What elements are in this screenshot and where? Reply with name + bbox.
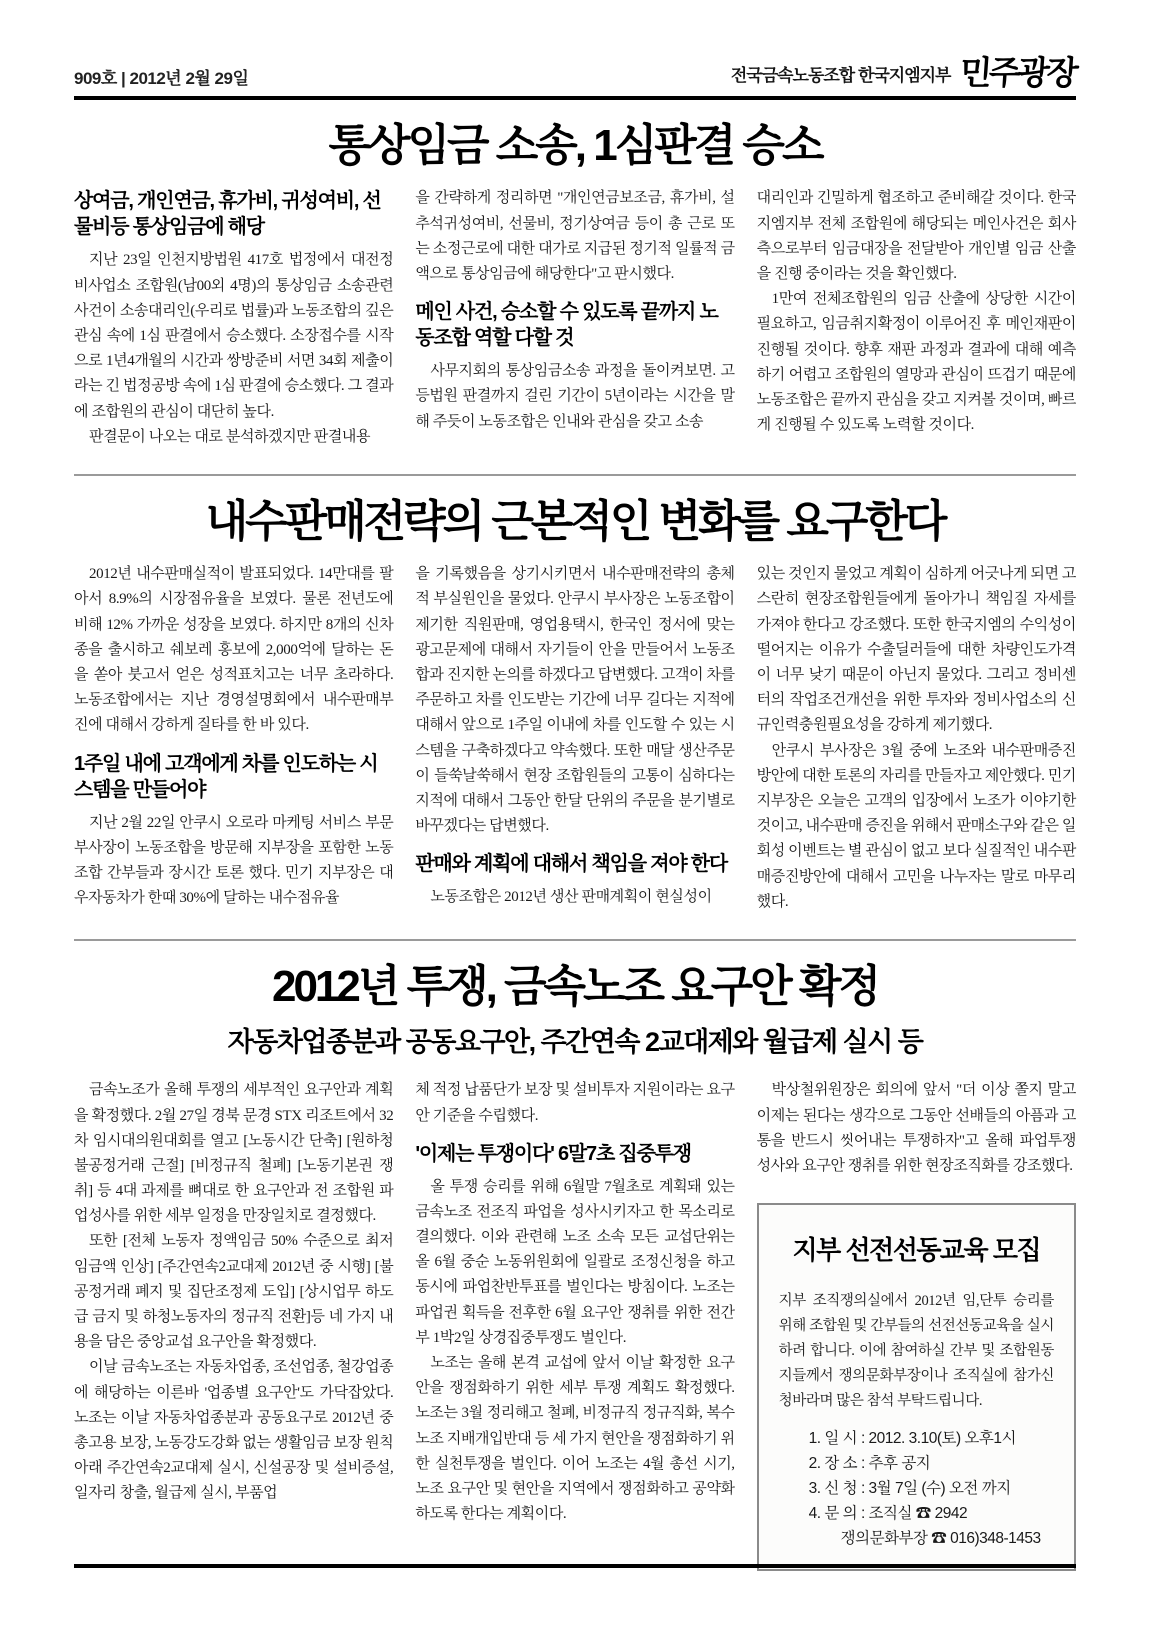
body-paragraph: 대리인과 긴밀하게 협조하고 준비해갈 것이다. 한국지엠지부 전체 조합원에 해당되는 메인사건은 회사 측으로부터 임금대장을 전달받아 개인별 임금 산출을 진행 중이라는 것을 확인했다. — [756, 190, 1076, 282]
body-paragraph: 체 적정 납품단가 보장 및 설비투자 지원이라는 요구안 기준을 수립했다. — [415, 1082, 735, 1124]
notice-title: 지부 선전선동교육 모집 — [792, 1235, 1041, 1266]
column-subhead: '이제는 투쟁이다' 6말7초 집중투쟁 — [415, 1142, 691, 1165]
article-1 — [74, 122, 1076, 450]
article-3-columns — [74, 1078, 1076, 1571]
notice-box — [757, 1203, 1076, 1571]
body-paragraph: 안쿠시 부사장은 3월 중에 노조와 내수판매증진방안에 대한 토론의 자리를 만들자고 제안했다. 민기 지부장은 오늘은 고객의 입장에서 노조가 이야기한 것이고, 내수판매 증진을 위해서 판매소구와 같은 일회성 이벤트는 별 관심이 없고 보다 실질적인 내수판매증진방안에 대해서 고민을 나누자는 말로 마무리했다. — [756, 742, 1076, 910]
article-column — [415, 562, 734, 915]
article-column — [74, 562, 393, 915]
header-rule — [74, 96, 1076, 100]
notice-item: 4. 문 의 : 조직실 ☎ 2942 — [808, 1504, 968, 1522]
body-paragraph: 1만여 전체조합원의 임금 산출에 상당한 시간이 필요하고, 임금취지확정이 이루어진 후 메인재판이 진행될 것이다. 향후 재판 과정과 결과에 대해 예측하기 어렵고 조합원의 열망과 관심이 뜨겁기 때문에 노동조합은 끝까지 관심을 갖고 지켜볼 것이며, 빠르게 진행될 수 있도록 노력할 것이다. — [756, 291, 1076, 434]
article-1-title: 통상임금 소송, 1심판결 승소 — [328, 121, 822, 170]
notice-item: 쟁의문화부장 ☎ 016)348-1453 — [840, 1529, 1041, 1547]
article-2 — [74, 498, 1076, 915]
body-paragraph: 노조는 올해 본격 교섭에 앞서 이날 확정한 요구안을 쟁점화하기 위한 세부 투쟁 계획도 확정했다. 노조는 3월 정리해고 철폐, 비정규직 정규직화, 복수노조 지배개입반대 등 세 가지 현안을 쟁점화하기 위한 실천투쟁을 벌인다. 이어 노조는 4월 총선 시기, 노조 요구안 및 현안을 지역에서 쟁점화하고 공약화 하도록 한다는 계획이다. — [415, 1355, 735, 1523]
body-paragraph: 또한 [전체 노동자 정액임금 50% 수준으로 최저임금액 인상] [주간연속2교대제 2012년 중 시행] [불공정거래 폐지 및 집단조정제 도입] [상시업무 하도급 금지 및 하청노동자의 정규직 전환]등 네 가지 내용을 담은 중앙교섭 요구안을 확정했다. — [74, 1233, 394, 1351]
page-header — [74, 0, 1076, 89]
body-paragraph: 금속노조가 올해 투쟁의 세부적인 요구안과 계획을 확정했다. 2월 27일 경북 문경 STX 리조트에서 32차 임시대의원대회를 열고 [노동시간 단축] [원하청 불공정거래 근절] [비정규직 철폐] [노동기본권 쟁취] 등 4대 과제를 뼈대로 한 요구안과 전 조합원 파업성사를 위한 세부 일정을 만장일치로 결정했다. — [74, 1082, 394, 1225]
column-subhead: 상여금, 개인연금, 휴가비, 귀성여비, 선물비등 통상임금에 해당 — [74, 190, 381, 239]
article-3 — [74, 963, 1076, 1572]
notice-list — [779, 1427, 1054, 1551]
article-column — [74, 186, 393, 450]
article-column — [757, 1078, 1076, 1571]
article-column — [757, 186, 1076, 450]
section-divider-1 — [74, 474, 1076, 476]
article-1-columns — [74, 186, 1076, 450]
article-2-title: 내수판매전략의 근본적인 변화를 요구한다 — [205, 496, 945, 546]
article-3-title: 2012년 투쟁, 금속노조 요구안 확정 — [271, 961, 879, 1011]
body-paragraph: 이날 금속노조는 자동차업종, 조선업종, 철강업종에 해당하는 이른바 '업종별 요구안'도 가닥잡았다. 노조는 이날 자동차업종분과 공동요구로 2012년 중 총고용 보장, 노동강도강화 없는 생활임금 보장 원칙 아래 주간연속2교대제 실시, 신설공장 및 설비증설, 일자리 창출, 월급제 실시, 부품업 — [74, 1359, 394, 1502]
article-column — [415, 1078, 734, 1571]
column-subhead: 판매와 계획에 대해서 책임을 져야 한다 — [415, 853, 728, 876]
column-subhead: 메인 사건, 승소할 수 있도록 끝까지 노동조합 역할 다할 것 — [415, 301, 718, 350]
article-column — [757, 562, 1076, 915]
body-paragraph: 판결문이 나오는 대로 분석하겠지만 판결내용 — [89, 428, 371, 445]
body-paragraph: 사무지회의 통상임금소송 과정을 돌이켜보면. 고등법원 판결까지 걸린 기간이 5년이라는 시간을 말해 주듯이 노동조합은 인내와 관심을 갖고 소송 — [415, 363, 735, 430]
notice-body: 지부 조직쟁의실에서 2012년 임,단투 승리를 위해 조합원 및 간부들의 선전선동교육을 실시하려 합니다. 이에 참여하실 간부 및 조합원동지들께서 쟁의문화부장이나 조직실에 참가신청바라며 많은 참석 부탁드립니다. — [778, 1292, 1054, 1409]
body-paragraph: 있는 것인지 물었고 계획이 심하게 어긋나게 되면 고스란히 현장조합원들에게 돌아가니 책임질 자세를 가져야 한다고 강조했다. 또한 한국지엠의 수익성이 떨어지는 이유가 수출딜러들에 대한 차량인도가격이 너무 낮기 때문이 아닌지 물었다. 그리고 정비센터의 작업조건개선을 위한 투자와 정비사업소의 신규인력충원필요성을 강하게 제기했다. — [756, 566, 1076, 734]
masthead-logo: 민주광장 — [959, 54, 1078, 91]
body-paragraph: 을 기록했음을 상기시키면서 내수판매전략의 총체적 부실원인을 물었다. 안쿠시 부사장은 노동조합이 제기한 직원판매, 영업용택시, 한국인 정서에 맞는 광고문제에 대해서 자기들이 안을 만들어서 노동조합과 진지한 논의를 하겠다고 답변했다. 고객이 차를 주문하고 차를 인도받는 기간에 너무 길다는 지적에 대해서 앞으로 1주일 이내에 차를 인도할 수 있는 시스템을 구축하겠다고 약속했다. 또한 매달 생산주문이 들쑥날쑥해서 현장 조합원들의 고통이 심하다는 지적에 대해서 그동안 한달 단위의 주문을 분기별로 바꾸겠다는 답변했다. — [415, 566, 735, 835]
body-paragraph: 지난 23일 인천지방법원 417호 법정에서 대전정비사업소 조합원(남00외 4명)의 통상임금 소송관련 사건이 소송대리인(우리로 법률)과 노동조합의 깊은 관심 속에 1심 판결에서 승소했다. 소장접수를 시작으로 1년4개월의 시간과 쌍방준비 서면 34회 제출이라는 긴 법정공방 속에 1심 판결에 승소했다. 그 결과에 조합원의 관심이 대단히 높다. — [74, 252, 394, 420]
body-paragraph: 박상철위원장은 회의에 앞서 "더 이상 쫄지 말고 이제는 된다는 생각으로 그동안 선배들의 아픔과 고통을 반드시 씻어내는 투쟁하자"고 올해 파업투쟁 성사와 요구안 쟁취를 위한 현장조직화를 강조했다. — [756, 1082, 1076, 1174]
body-paragraph: 지난 2월 22일 안쿠시 오로라 마케팅 서비스 부문 부사장이 노동조합을 방문해 지부장을 포함한 노동조합 간부들과 장시간 토론 했다. 민기 지부장은 대우자동차가 한때 30%에 달하는 내수점유율 — [74, 814, 394, 907]
notice-item: 3. 신 청 : 3월 7일 (수) 오전 까지 — [808, 1480, 1011, 1498]
body-paragraph: 노동조합은 2012년 생산 판매계획이 현실성이 — [430, 889, 712, 906]
section-divider-2 — [74, 939, 1076, 941]
column-subhead: 1주일 내에 고객에게 차를 인도하는 시스템을 만들어야 — [74, 752, 378, 801]
issue-date: 909호 | 2012년 2월 29일 — [74, 69, 249, 88]
body-paragraph: 올 투쟁 승리를 위해 6월말 7월초로 계획돼 있는 금속노조 전조직 파업을 성사시키자고 한 목소리로 결의했다. 이와 관련해 노조 소속 모든 교섭단위는 올 6월 중순 노동위원회에 일괄로 조정신청을 하고 동시에 파업찬반투표를 벌인다는 방침이다. 노조는 파업권 획득을 전후한 6월 요구안 쟁취를 위한 전간부 1박2일 상경집중투쟁도 벌인다. — [415, 1178, 735, 1346]
header-right — [731, 56, 1076, 89]
body-paragraph: 2012년 내수판매실적이 발표되었다. 14만대를 팔아서 8.9%의 시장점유율을 보였다. 물론 전년도에 비해 12% 가까운 성장을 보였다. 하지만 8개의 신차종을 출시하고 쉐보레 홍보에 2,000억에 달하는 돈을 쏟아 붓고서 얻은 성적표치고는 너무 초라하다. 노동조합에서는 지난 경영설명회에서 내수판매부진에 대해서 강하게 질타를 한 바 있다. — [74, 566, 394, 734]
notice-item: 2. 장 소 : 추후 공지 — [808, 1455, 931, 1473]
article-column — [415, 186, 734, 450]
article-3-subtitle: 자동차업종분과 공동요구안, 주간연속 2교대제와 월급제 실시 등 — [227, 1027, 923, 1058]
article-column — [74, 1078, 393, 1571]
article-2-columns — [74, 562, 1076, 915]
bottom-rule — [74, 1564, 1076, 1568]
notice-item: 1. 일 시 : 2012. 3.10(토) 오후1시 — [808, 1430, 1016, 1448]
body-paragraph: 을 간략하게 정리하면 "개인연금보조금, 휴가비, 설추석귀성여비, 선물비, 정기상여금 등이 총 근로 또는 소정근로에 대한 대가로 지급된 정기적 일률적 금액으로 통상임금에 해당한다"고 판시했다. — [415, 190, 735, 282]
org-name: 전국금속노동조합 한국지엠지부 — [730, 66, 951, 85]
